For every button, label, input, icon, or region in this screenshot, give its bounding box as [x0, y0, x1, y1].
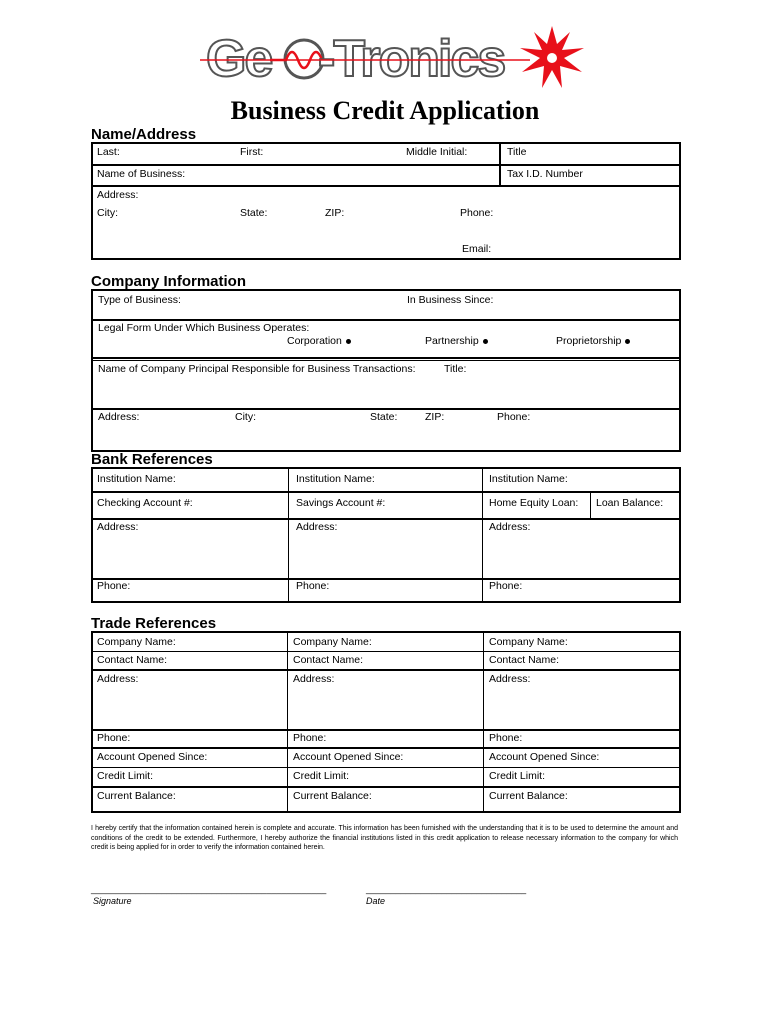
- last-name-field[interactable]: Last:: [97, 146, 120, 158]
- bank1-phone-field[interactable]: Phone:: [97, 580, 131, 592]
- bank3-institution-field[interactable]: Institution Name:: [489, 473, 568, 485]
- trade2-opened-field[interactable]: Account Opened Since:: [293, 751, 404, 763]
- principal-title-field[interactable]: Title:: [444, 363, 467, 375]
- bank3-address-field[interactable]: Address:: [489, 521, 531, 533]
- svg-text:Ge: Ge: [206, 30, 272, 88]
- trade3-balance-field[interactable]: Current Balance:: [489, 790, 568, 802]
- date-label: Date: [366, 896, 386, 906]
- svg-text:-Tronics: -Tronics: [318, 30, 505, 88]
- trade2-contact-field[interactable]: Contact Name:: [293, 654, 364, 666]
- bank1-institution-field[interactable]: Institution Name:: [97, 473, 176, 485]
- page-title: Business Credit Application: [230, 96, 540, 125]
- trade1-contact-field[interactable]: Contact Name:: [97, 654, 168, 666]
- bank1-address-field[interactable]: Address:: [97, 521, 139, 533]
- trade1-credit-limit-field[interactable]: Credit Limit:: [97, 770, 154, 782]
- radio-dot-icon: [625, 339, 630, 344]
- trade2-phone-field[interactable]: Phone:: [293, 732, 327, 744]
- radio-dot-icon: [346, 339, 351, 344]
- corporation-option[interactable]: Corporation: [287, 335, 351, 347]
- city-field[interactable]: City:: [97, 207, 118, 219]
- signature-line[interactable]: _______________________________________________: [91, 884, 327, 894]
- trade1-phone-field[interactable]: Phone:: [97, 732, 131, 744]
- trade3-phone-field[interactable]: Phone:: [489, 732, 523, 744]
- certification-text: I hereby certify that the information contained herein is complete and accurate. This information has been furnished with the understanding that it is to be used to determine the amount and conditions of the credit to be extended. Furthermore, I hereby authorize the financial institutions listed in this credit application to release necessary information to the company for which credit is being applied for in order to verify the information contained herein.: [91, 825, 678, 851]
- principal-name-field[interactable]: Name of Company Principal Responsible for Business Transactions:: [98, 363, 416, 375]
- bank2-institution-field[interactable]: Institution Name:: [296, 473, 375, 485]
- trade2-company-field[interactable]: Company Name:: [293, 636, 372, 648]
- trade3-credit-limit-field[interactable]: Credit Limit:: [489, 770, 546, 782]
- company-city-field[interactable]: City:: [235, 411, 256, 423]
- address-field[interactable]: Address:: [97, 189, 139, 201]
- title-field[interactable]: Title: [507, 146, 527, 158]
- tax-id-field[interactable]: Tax I.D. Number: [507, 168, 583, 180]
- section-heading-company: Company Information: [91, 273, 247, 290]
- trade3-company-field[interactable]: Company Name:: [489, 636, 568, 648]
- business-since-field[interactable]: In Business Since:: [407, 294, 494, 306]
- date-line[interactable]: ________________________________: [366, 884, 527, 894]
- signature-label: Signature: [93, 896, 132, 906]
- state-field[interactable]: State:: [240, 207, 268, 219]
- trade2-balance-field[interactable]: Current Balance:: [293, 790, 372, 802]
- trade3-opened-field[interactable]: Account Opened Since:: [489, 751, 600, 763]
- zip-field[interactable]: ZIP:: [325, 207, 345, 219]
- trade1-company-field[interactable]: Company Name:: [97, 636, 176, 648]
- bank2-address-field[interactable]: Address:: [296, 521, 338, 533]
- radio-dot-icon: [483, 339, 488, 344]
- legal-form-label: Legal Form Under Which Business Operates:: [98, 322, 310, 334]
- savings-account-field[interactable]: Savings Account #:: [296, 497, 386, 509]
- partnership-option[interactable]: Partnership: [425, 335, 488, 347]
- loan-balance-field[interactable]: Loan Balance:: [596, 497, 664, 509]
- trade1-opened-field[interactable]: Account Opened Since:: [97, 751, 208, 763]
- section-heading-name-address: Name/Address: [91, 126, 197, 143]
- company-logo: [200, 22, 590, 96]
- checking-account-field[interactable]: Checking Account #:: [97, 497, 193, 509]
- business-type-field[interactable]: Type of Business:: [98, 294, 181, 306]
- trade2-credit-limit-field[interactable]: Credit Limit:: [293, 770, 350, 782]
- section-heading-trade: Trade References: [91, 615, 217, 632]
- home-equity-field[interactable]: Home Equity Loan:: [489, 497, 579, 509]
- trade3-address-field[interactable]: Address:: [489, 673, 531, 685]
- middle-initial-field[interactable]: Middle Initial:: [406, 146, 468, 158]
- section-heading-bank: Bank References: [91, 451, 213, 468]
- business-name-field[interactable]: Name of Business:: [97, 168, 186, 180]
- phone-field[interactable]: Phone:: [460, 207, 494, 219]
- bank3-phone-field[interactable]: Phone:: [489, 580, 523, 592]
- bank-references-box: [91, 467, 681, 603]
- trade3-contact-field[interactable]: Contact Name:: [489, 654, 560, 666]
- company-state-field[interactable]: State:: [370, 411, 398, 423]
- company-address-field[interactable]: Address:: [98, 411, 140, 423]
- name-address-box: [91, 142, 681, 260]
- company-phone-field[interactable]: Phone:: [497, 411, 531, 423]
- company-zip-field[interactable]: ZIP:: [425, 411, 445, 423]
- bank2-phone-field[interactable]: Phone:: [296, 580, 330, 592]
- email-field[interactable]: Email:: [462, 243, 492, 255]
- trade1-address-field[interactable]: Address:: [97, 673, 139, 685]
- proprietorship-option[interactable]: Proprietorship: [556, 335, 630, 347]
- trade2-address-field[interactable]: Address:: [293, 673, 335, 685]
- trade1-balance-field[interactable]: Current Balance:: [97, 790, 176, 802]
- first-name-field[interactable]: First:: [240, 146, 264, 158]
